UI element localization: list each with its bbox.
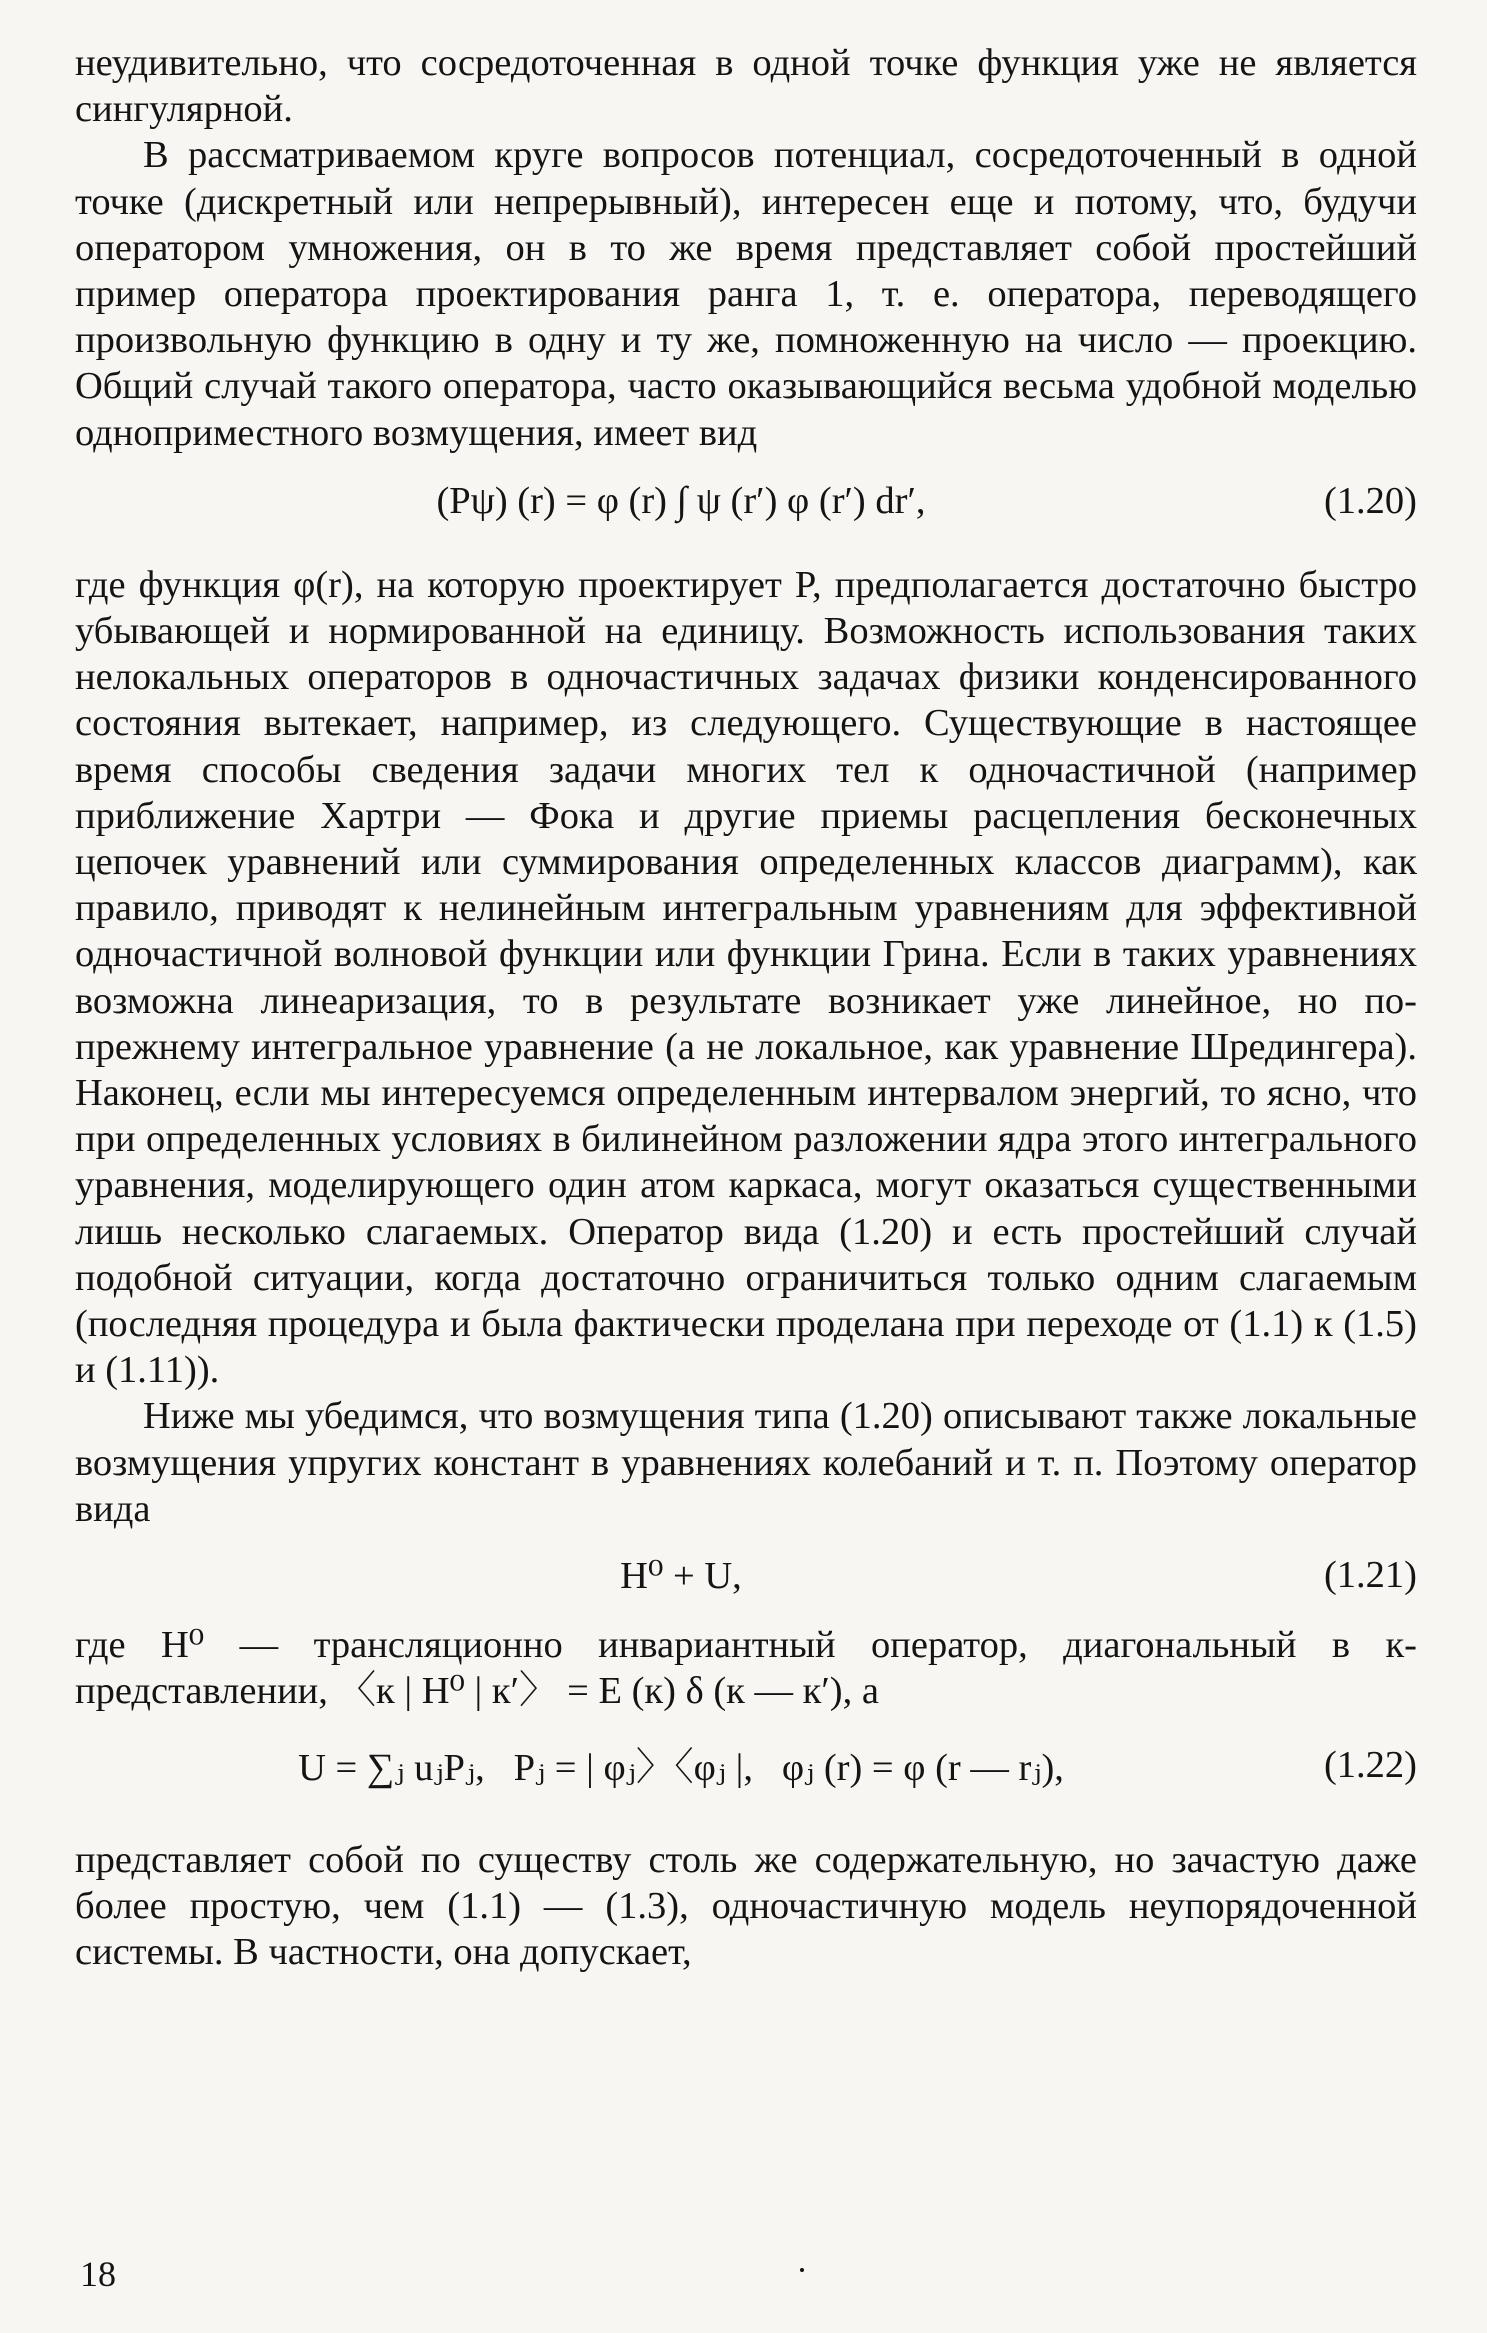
equation-1-22-formula: U = ∑ⱼ uⱼPⱼ, Pⱼ = | φⱼ〉〈φⱼ |, φⱼ (r) = φ (r — rⱼ), (298, 1747, 1064, 1789)
paragraph-2: В рассматриваемом круге вопросов потенциал, сосредоточенный в одной точке (дискретный или непрерывный), интересен еще и потому, что, будучи оператором умножения, он в то же время представляет собой простейший пример оператора проектирования ранга 1, т. е. оператора, переводящего произвольную функцию в одну и ту же, помноженную на число — проекцию. Общий случай такого оператора, часто оказывающийся весьма удобной моделью одноприместного возмущения, имеет вид (75, 134, 1417, 454)
print-speck (800, 2268, 804, 2272)
paragraph-3: где функция φ(r), на которую проектирует P, предполагается достаточно быстро убывающей и нормированной на единицу. Возможность использования таких нелокальных операторов в одночастичных задачах физики конденсированного состояния вытекает, например, из следующего. Существующие в настоящее время способы сведения задачи многих тел к одночастичной (например приближение Хартри — Фока и другие приемы расцепления бесконечных цепочек уравнений или суммирования определенных классов диаграмм), как правило, приводят к нелинейным интегральным уравнениям для эффективной одночастичной волновой функции или функции Грина. Если в таких уравнениях возможна линеаризация, то в результате возникает уже линейное, но по-прежнему интегральное уравнение (а не локальное, как уравнение Шредингера). Наконец, если мы интересуемся определенным интервалом энергий, то ясно, что при определенных условиях в билинейном разложении ядра этого интегрального уравнения, моделирующего один атом каркаса, могут оказаться существенными лишь несколько слагаемых. Оператор вида (1.20) и есть простейший случай подобной ситуации, когда достаточно ограничиться только одним слагаемым (последняя процедура и была фактически проделана при переходе от (1.1) к (1.5) и (1.11)). (75, 563, 1417, 1392)
equation-1-21-formula: H⁰ + U, (620, 1554, 742, 1597)
equation-1-22-number: (1.22) (1323, 1743, 1417, 1786)
equation-1-20 (75, 470, 1417, 532)
paragraph-6: представляет собой по существу столь же содержательную, но зачастую даже более простую, чем (1.1) — (1.3), одночастичную модель неупорядоченной системы. В частности, она допускает, (75, 1838, 1417, 1973)
page-number: 18 (80, 2254, 116, 2294)
paragraph-1: неудивительно, что сосредоточенная в одной точке функция уже не является сингулярной. (75, 42, 1417, 131)
equation-1-20-formula: (Pψ) (r) = φ (r) ∫ ψ (r′) φ (r′) dr′, (436, 479, 926, 522)
equation-1-21-number: (1.21) (1323, 1554, 1417, 1597)
equation-1-21 (75, 1544, 1417, 1606)
paragraph-5: где H⁰ — трансляционно инвариантный оператор, диагональный в к-представлении, 〈к | H⁰ | к′〉 = E (к) δ (к — к′), а (75, 1624, 1417, 1713)
equation-1-20-number: (1.20) (1323, 479, 1417, 522)
paragraph-4: Ниже мы убедимся, что возмущения типа (1.20) описывают также локальные возмущения упругих констант в уравнениях колебаний и т. п. Поэтому оператор вида (75, 1395, 1417, 1530)
equation-1-22 (75, 1723, 1417, 1807)
